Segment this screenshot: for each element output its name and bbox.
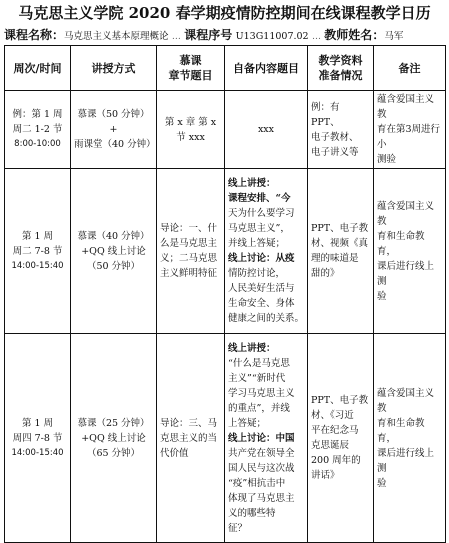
- document-title: 马克思主义学院 2020 春学期疫情防控期间在线课程教学日历: [18, 4, 431, 22]
- cell-method: 慕课（40 分钟） +QQ 线上讨论 （50 分钟）: [71, 169, 157, 334]
- cell-notes: 蕴含爱国主义教 育和生命教育， 课后进行线上测 验: [374, 169, 446, 334]
- header-method: 讲授方式: [71, 46, 157, 91]
- teacher-label: 教师姓名: [324, 28, 373, 42]
- header-materials: 教学资料 准备情况: [308, 46, 374, 91]
- course-name-value: 马克思主义基本原理概论: [64, 31, 169, 42]
- cell-self-study: 线上讲授： “什么是马克思 主义”“新时代 学习马克思主义 的重点”，并线 上答疑； 线上讨论：中国 共产党在领导全 国人民与这次战 “疫”相抗击中 体现了马克思主 义的哪些特 征？: [225, 334, 308, 543]
- cell-self-study: 线上讲授： 课程安排、“今 天为什么要学习 马克思主义”， 并线上答疑； 线上讨论：从疫 情防控讨论， 人民美好生活与 生命安全、身体 健康之间的关系。: [225, 169, 308, 334]
- cell-method: 慕课（50 分钟）+ 雨课堂（40 分钟）: [71, 91, 157, 169]
- table-header-row: [5, 46, 446, 91]
- course-meta-line: 课程名称：马克思主义基本原理概论 … 课程序号 U13G11007.02 … 教师姓名：马军: [4, 28, 404, 42]
- cell-chapter: 导论：一、什 么是马克思主 义；二马克思 主义鲜明特征: [157, 169, 225, 334]
- cell-method: 慕课（25 分钟） +QQ 线上讨论 （65 分钟）: [71, 334, 157, 543]
- cell-week: 例：第 1 周 周二 1-2 节 8:00-10:00: [5, 91, 71, 169]
- cell-materials: 例：有 PPT、 电子教材、 电子讲义等: [308, 91, 374, 169]
- cell-self-study: xxx: [225, 91, 308, 169]
- cell-week: 第 1 周 周四 7-8 节 14:00-15:40: [5, 334, 71, 543]
- teacher-value: 马军: [384, 31, 404, 42]
- cell-materials: PPT、电子教 材、《习近 平在纪念马 克思诞辰 200 周年的 讲话》: [308, 334, 374, 543]
- header-notes: 备注: [374, 46, 446, 91]
- header-chapter: 慕课 章节题目: [157, 46, 225, 91]
- cell-notes: 蕴含爱国主义教 育在第3周进行小 测验: [374, 91, 446, 169]
- header-self-study: 自备内容题目: [225, 46, 308, 91]
- cell-chapter: 导论：三、马 克思主义的当 代价值: [157, 334, 225, 543]
- table-row: [5, 91, 446, 169]
- cell-materials: PPT、电子教 材、视频《真 理的味道是 甜的》: [308, 169, 374, 334]
- course-name-label: 课程名称: [4, 28, 53, 42]
- table-row: [5, 334, 446, 543]
- header-week-time: 周次/时间: [5, 46, 71, 91]
- cell-week: 第 1 周 周二 7-8 节 14:00-15:40: [5, 169, 71, 334]
- cell-notes: 蕴含爱国主义教 育和生命教育， 课后进行线上测 验: [374, 334, 446, 543]
- teaching-calendar-table: [4, 45, 446, 543]
- cell-chapter: 第 x 章 第 x 节 xxx: [157, 91, 225, 169]
- table-row: [5, 169, 446, 334]
- course-number-label: 课程序号: [184, 28, 233, 42]
- course-number-value: U13G11007.02: [235, 31, 309, 42]
